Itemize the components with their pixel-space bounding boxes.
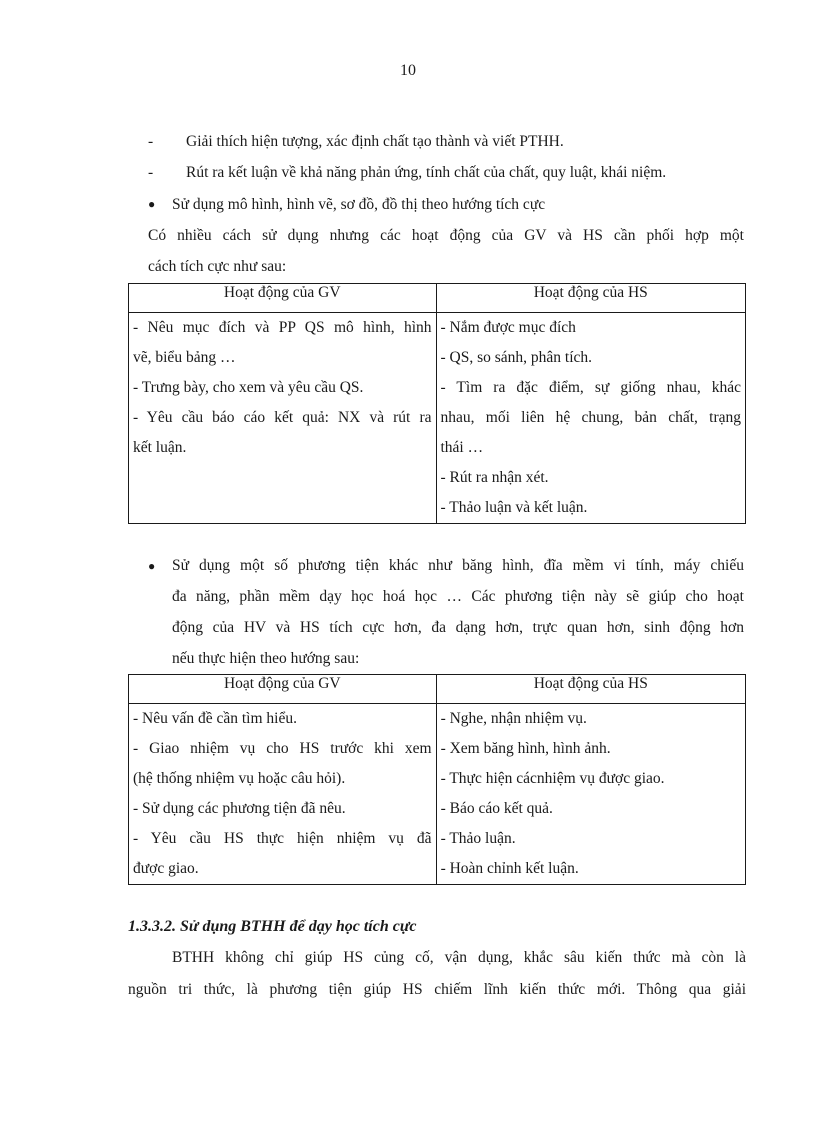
activity-table-1 <box>128 283 746 524</box>
dash-list-item <box>148 163 666 183</box>
header-hs: Hoạt động của HS <box>436 675 745 704</box>
dash-marker: - <box>148 164 154 181</box>
section-heading: 1.3.3.2. Sử dụng BTHH để dạy học tích cực <box>128 918 417 935</box>
bullet-text-line: nếu thực hiện theo hướng sau: <box>172 650 360 667</box>
cell-line: kết luận. <box>133 439 187 456</box>
gv-cell <box>129 313 437 524</box>
cell-line: - Rút ra nhận xét. <box>440 469 549 486</box>
cell-line: - Thực hiện cácnhiệm vụ được giao. <box>440 770 665 787</box>
dash-list-item <box>148 132 564 152</box>
cell-line: - Trưng bày, cho xem và yêu cầu QS. <box>133 379 364 396</box>
cell-line: - Thảo luận và kết luận. <box>440 499 588 516</box>
table-row <box>129 704 746 885</box>
cell-line: vẽ, biểu bảng … <box>133 349 236 366</box>
header-hs: Hoạt động của HS <box>436 284 746 313</box>
cell-line: nhau, mối liên hệ chung, bản chất, trạng <box>440 409 741 426</box>
activity-table-2 <box>128 674 746 885</box>
cell-line: - Hoàn chỉnh kết luận. <box>440 860 579 877</box>
dash-item-text: Giải thích hiện tượng, xác định chất tạo thành và viết PTHH. <box>186 133 564 150</box>
bullet-icon: ● <box>148 197 156 211</box>
cell-line: - Xem băng hình, hình ảnh. <box>440 740 611 757</box>
hs-cell <box>436 704 745 885</box>
bullet-text-line: đa năng, phần mềm dạy học hoá học … Các phương tiện này sẽ giúp cho hoạt <box>172 588 744 605</box>
cell-line: - Nắm được mục đích <box>440 319 576 336</box>
paragraph-line: BTHH không chỉ giúp HS củng cố, vận dụng, khắc sâu kiến thức mà còn là <box>172 949 746 966</box>
dash-item-text: Rút ra kết luận về khả năng phản ứng, tính chất của chất, quy luật, khái niệm. <box>186 164 667 181</box>
cell-line: - Sử dụng các phương tiện đã nêu. <box>133 800 346 817</box>
cell-line: - QS, so sánh, phân tích. <box>440 349 593 366</box>
table-header-row <box>129 284 746 313</box>
paragraph-line: Có nhiều cách sử dụng nhưng các hoạt động của GV và HS cần phối hợp một <box>148 227 744 244</box>
bullet-item <box>148 556 172 577</box>
hs-cell <box>436 313 746 524</box>
cell-line: - Yêu cầu báo cáo kết quả: NX và rút ra <box>133 409 432 426</box>
cell-line: - Nêu mục đích và PP QS mô hình, hình <box>133 319 432 336</box>
table-header-row <box>129 675 746 704</box>
bullet-text-line: động của HV và HS tích cực hơn, đa dạng hơn, trực quan hơn, sinh động hơn <box>172 619 744 636</box>
page-number: 10 <box>400 62 416 79</box>
cell-line: - Tìm ra đặc điểm, sự giống nhau, khác <box>440 379 741 396</box>
cell-line: - Nghe, nhận nhiệm vụ. <box>440 710 587 727</box>
cell-line: được giao. <box>133 860 199 877</box>
cell-line: - Báo cáo kết quả. <box>440 800 553 817</box>
bullet-text: Sử dụng mô hình, hình vẽ, sơ đồ, đồ thị theo hướng tích cực <box>172 196 546 213</box>
cell-line: - Yêu cầu HS thực hiện nhiệm vụ đã <box>133 830 432 847</box>
bullet-text-line: Sử dụng một số phương tiện khác như băng hình, đĩa mềm vi tính, máy chiếu <box>172 557 744 574</box>
dash-marker: - <box>148 133 154 150</box>
table-row <box>129 313 746 524</box>
paragraph-line: cách tích cực như sau: <box>148 258 287 275</box>
header-gv: Hoạt động của GV <box>129 284 437 313</box>
paragraph-line: nguồn tri thức, là phương tiện giúp HS chiếm lĩnh kiến thức mới. Thông qua giải <box>128 981 746 998</box>
cell-line: - Giao nhiệm vụ cho HS trước khi xem <box>133 740 432 757</box>
cell-line: (hệ thống nhiệm vụ hoặc câu hỏi). <box>133 770 346 787</box>
bullet-icon: ● <box>148 559 156 573</box>
cell-line: thái … <box>440 439 484 456</box>
gv-cell <box>129 704 437 885</box>
cell-line: - Thảo luận. <box>440 830 516 847</box>
bullet-item <box>148 194 545 215</box>
header-gv: Hoạt động của GV <box>129 675 437 704</box>
cell-line: - Nêu vấn đề cần tìm hiểu. <box>133 710 297 727</box>
